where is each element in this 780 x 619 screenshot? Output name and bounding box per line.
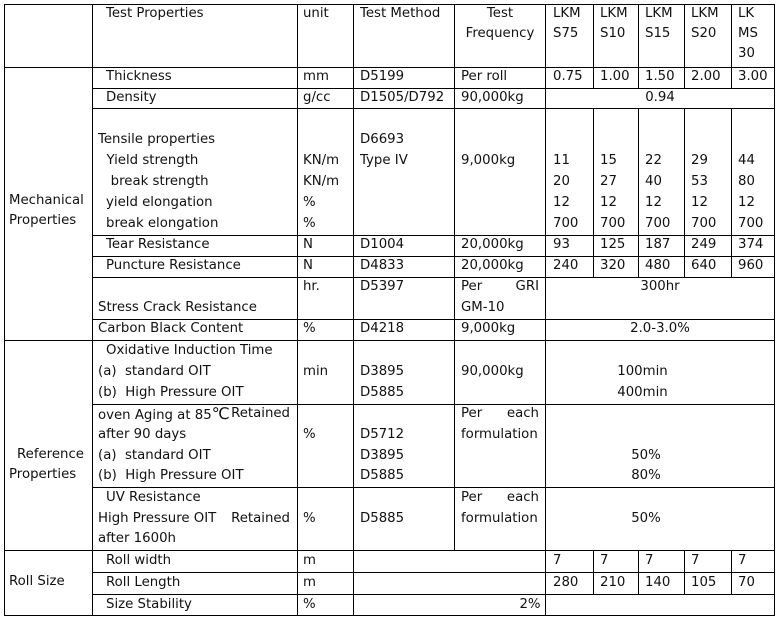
row-puncture-value: 320 xyxy=(600,258,626,273)
row-stress-crack-frequency-word: Per xyxy=(461,279,483,294)
row-puncture-name: Puncture Resistance xyxy=(106,258,241,273)
row-oit-high-pressure-value: 400min xyxy=(617,385,668,400)
row-oit-high-pressure-name: (b) High Pressure OIT xyxy=(98,385,244,400)
row-yield-elongation-value: 12 xyxy=(691,195,708,210)
row-oit-frequency: 90,000kg xyxy=(461,364,524,379)
row-thickness-value: 1.50 xyxy=(645,69,675,84)
row-carbon-unit: % xyxy=(303,321,316,336)
row-density-value: 0.94 xyxy=(645,90,675,105)
grid-line xyxy=(92,108,775,109)
row-oven-frequency-line2: formulation xyxy=(461,427,538,442)
row-break-strength-unit: KN/m xyxy=(303,174,340,189)
row-tear-value: 374 xyxy=(738,237,764,252)
grid-line xyxy=(638,4,639,89)
row-oit-title: Oxidative Induction Time xyxy=(106,343,273,358)
row-density-frequency: 90,000kg xyxy=(461,90,524,105)
row-stress-crack-unit: hr. xyxy=(303,279,320,294)
degree-celsius-symbol: ℃ xyxy=(211,404,230,423)
row-puncture-value: 640 xyxy=(691,258,717,273)
row-oven-frequency-word: Per xyxy=(461,406,483,421)
row-uv-line2-part: High Pressure OIT xyxy=(98,511,217,526)
row-oven-aging-title-part: Retained xyxy=(231,406,290,421)
row-yield-strength-value: 11 xyxy=(553,153,570,168)
row-density-name: Density xyxy=(106,90,157,105)
row-puncture-value: 960 xyxy=(738,258,764,273)
grid-line xyxy=(774,4,775,616)
grid-line xyxy=(4,550,775,551)
row-tear-value: 187 xyxy=(645,237,671,252)
row-uv-frequency-line2: formulation xyxy=(461,511,538,526)
row-thickness-name: Thickness xyxy=(106,69,172,84)
row-uv-line2-part: Retained xyxy=(231,511,290,526)
group-reference: Properties xyxy=(9,467,77,482)
row-uv-frequency xyxy=(461,489,539,507)
row-oit-unit: min xyxy=(303,364,329,379)
row-oven-method: D5712 xyxy=(360,427,405,442)
grid-line xyxy=(4,340,775,341)
row-carbon-value: 2.0-3.0% xyxy=(630,321,690,336)
row-oven-unit: % xyxy=(303,427,316,442)
grid-line xyxy=(731,108,732,278)
row-stress-crack-value: 300hr xyxy=(640,279,680,294)
row-uv-line3: after 1600h xyxy=(98,531,176,546)
row-density-method: D1505/D792 xyxy=(360,90,445,105)
row-uv-frequency-word: Per xyxy=(461,490,483,505)
grid-line xyxy=(92,4,93,616)
row-thickness-method: D5199 xyxy=(360,69,405,84)
row-roll-length-value: 70 xyxy=(738,575,755,590)
row-oven-high-pressure-value: 80% xyxy=(631,468,661,483)
row-break-strength-value: 40 xyxy=(645,174,662,189)
row-tear-method: D1004 xyxy=(360,237,405,252)
row-stress-crack-frequency-word: GRI xyxy=(515,279,539,294)
header-col-s20: LKM xyxy=(691,6,719,21)
row-roll-width-value: 7 xyxy=(600,553,609,568)
header-test-frequency: Test xyxy=(486,6,514,21)
grid-line xyxy=(684,4,685,89)
row-uv-line2 xyxy=(98,510,290,528)
grid-line xyxy=(92,594,775,595)
row-puncture-value: 480 xyxy=(645,258,671,273)
group-mechanical: Mechanical xyxy=(9,193,84,208)
grid-line xyxy=(454,4,455,551)
row-tensile-method: Type IV xyxy=(360,153,408,168)
row-density-unit: g/cc xyxy=(303,90,331,105)
row-tensile-method: D6693 xyxy=(360,132,405,147)
row-yield-elongation-name: yield elongation xyxy=(106,195,213,210)
row-yield-elongation-value: 12 xyxy=(645,195,662,210)
grid-line xyxy=(731,550,732,595)
row-tear-value: 93 xyxy=(553,237,570,252)
grid-line xyxy=(638,108,639,278)
row-yield-strength-value: 22 xyxy=(645,153,662,168)
row-tear-value: 125 xyxy=(600,237,626,252)
row-oven-high-pressure-method: D5885 xyxy=(360,468,405,483)
header-col-ms30: MS xyxy=(738,26,758,41)
row-yield-strength-value: 44 xyxy=(738,153,755,168)
row-break-elongation-value: 700 xyxy=(738,216,764,231)
row-stress-crack-frequency-line2: GM-10 xyxy=(461,300,505,315)
group-mechanical: Properties xyxy=(9,213,77,228)
header-test-frequency: Frequency xyxy=(465,26,535,41)
row-yield-elongation-value: 12 xyxy=(600,195,617,210)
row-yield-elongation-unit: % xyxy=(303,195,316,210)
row-roll-length-value: 105 xyxy=(691,575,717,590)
row-break-strength-value: 27 xyxy=(600,174,617,189)
header-test-method: Test Method xyxy=(360,6,441,21)
header-col-ms30: 30 xyxy=(738,46,755,61)
row-yield-strength-unit: KN/m xyxy=(303,153,340,168)
row-roll-length-value: 210 xyxy=(600,575,626,590)
grid-line xyxy=(297,4,298,616)
row-tear-name: Tear Resistance xyxy=(106,237,210,252)
row-puncture-frequency: 20,000kg xyxy=(461,258,524,273)
row-thickness-value: 3.00 xyxy=(738,69,768,84)
row-oven-aging-title-text: oven Aging at 85 xyxy=(98,408,212,423)
header-col-s15: S15 xyxy=(645,26,671,41)
row-oit-standard-method: D3895 xyxy=(360,364,405,379)
row-roll-width-value: 7 xyxy=(645,553,654,568)
grid-line xyxy=(731,4,732,89)
header-test-properties: Test Properties xyxy=(106,6,204,21)
header-col-s10: LKM xyxy=(600,6,628,21)
row-tear-unit: N xyxy=(303,237,313,252)
row-yield-strength-value: 15 xyxy=(600,153,617,168)
group-reference: Reference xyxy=(17,447,84,462)
header-col-s15: LKM xyxy=(645,6,673,21)
group-roll-size: Roll Size xyxy=(9,574,65,589)
row-tensile-name: Tensile properties xyxy=(98,132,216,147)
grid-line xyxy=(92,572,775,573)
row-break-elongation-name: break elongation xyxy=(106,216,219,231)
header-col-s10: S10 xyxy=(600,26,626,41)
row-uv-method: D5885 xyxy=(360,511,405,526)
row-oit-standard-name: (a) standard OIT xyxy=(98,364,211,379)
row-uv-value: 50% xyxy=(631,511,661,526)
grid-line xyxy=(4,4,5,616)
row-break-strength-value: 20 xyxy=(553,174,570,189)
row-oven-high-pressure-name: (b) High Pressure OIT xyxy=(98,468,244,483)
row-break-strength-name: break strength xyxy=(98,174,209,189)
row-oit-high-pressure-method: D5885 xyxy=(360,385,405,400)
grid-line xyxy=(684,108,685,278)
row-thickness-value: 2.00 xyxy=(691,69,721,84)
row-break-elongation-value: 700 xyxy=(553,216,579,231)
row-oven-aging-title xyxy=(98,405,290,423)
grid-line xyxy=(353,4,354,616)
header-col-s20: S20 xyxy=(691,26,717,41)
row-stress-crack-name: Stress Crack Resistance xyxy=(98,300,257,315)
row-roll-length-value: 140 xyxy=(645,575,671,590)
row-puncture-method: D4833 xyxy=(360,258,405,273)
header-col-ms30: LK xyxy=(738,6,755,21)
row-thickness-unit: mm xyxy=(303,69,329,84)
grid-line xyxy=(4,615,775,616)
row-oven-standard-method: D3895 xyxy=(360,448,405,463)
row-break-elongation-unit: % xyxy=(303,216,316,231)
row-stress-crack-frequency xyxy=(461,278,539,296)
grid-line xyxy=(593,4,594,89)
row-yield-elongation-value: 12 xyxy=(738,195,755,210)
row-break-elongation-value: 700 xyxy=(600,216,626,231)
row-thickness-value: 0.75 xyxy=(553,69,583,84)
row-break-elongation-value: 700 xyxy=(645,216,671,231)
row-oven-frequency xyxy=(461,405,539,423)
row-roll-length-name: Roll Length xyxy=(106,575,181,590)
row-stress-crack-method: D5397 xyxy=(360,279,405,294)
row-oit-standard-value: 100min xyxy=(617,364,668,379)
row-carbon-name: Carbon Black Content xyxy=(98,321,244,336)
row-roll-width-value: 7 xyxy=(738,553,747,568)
grid-line xyxy=(684,550,685,595)
header-col-s75: LKM xyxy=(553,6,581,21)
row-size-stability-name: Size Stability xyxy=(106,597,192,612)
row-puncture-unit: N xyxy=(303,258,313,273)
row-size-stability-value: 2% xyxy=(519,597,541,612)
row-tear-frequency: 20,000kg xyxy=(461,237,524,252)
row-roll-length-unit: m xyxy=(303,575,316,590)
row-roll-width-value: 7 xyxy=(553,553,562,568)
row-oven-aging-subtitle: after 90 days xyxy=(98,427,187,442)
grid-line xyxy=(593,108,594,278)
row-tensile-frequency: 9,000kg xyxy=(461,153,516,168)
row-thickness-frequency: Per roll xyxy=(461,69,508,84)
row-yield-strength-value: 29 xyxy=(691,153,708,168)
row-roll-length-value: 280 xyxy=(553,575,579,590)
row-break-strength-value: 53 xyxy=(691,174,708,189)
row-carbon-frequency: 9,000kg xyxy=(461,321,516,336)
row-oven-frequency-word: each xyxy=(506,406,539,421)
row-break-strength-value: 80 xyxy=(738,174,755,189)
row-roll-width-unit: m xyxy=(303,553,316,568)
row-oven-standard-value: 50% xyxy=(631,448,661,463)
row-oven-aging-title-part xyxy=(98,405,230,423)
row-uv-frequency-word: each xyxy=(506,490,539,505)
header-unit: unit xyxy=(303,6,329,21)
grid-line xyxy=(638,550,639,595)
row-carbon-method: D4218 xyxy=(360,321,405,336)
grid-line xyxy=(593,550,594,595)
row-roll-width-name: Roll width xyxy=(106,553,172,568)
header-col-s75: S75 xyxy=(553,26,579,41)
grid-line xyxy=(92,487,775,488)
row-puncture-value: 240 xyxy=(553,258,579,273)
row-yield-elongation-value: 12 xyxy=(553,195,570,210)
row-uv-unit: % xyxy=(303,511,316,526)
row-uv-title: UV Resistance xyxy=(106,490,201,505)
row-yield-strength-name: Yield strength xyxy=(98,153,199,168)
row-oven-standard-name: (a) standard OIT xyxy=(98,448,211,463)
row-tear-value: 249 xyxy=(691,237,717,252)
row-roll-width-value: 7 xyxy=(691,553,700,568)
row-size-stability-unit: % xyxy=(303,597,316,612)
row-thickness-value: 1.00 xyxy=(600,69,630,84)
row-break-elongation-value: 700 xyxy=(691,216,717,231)
